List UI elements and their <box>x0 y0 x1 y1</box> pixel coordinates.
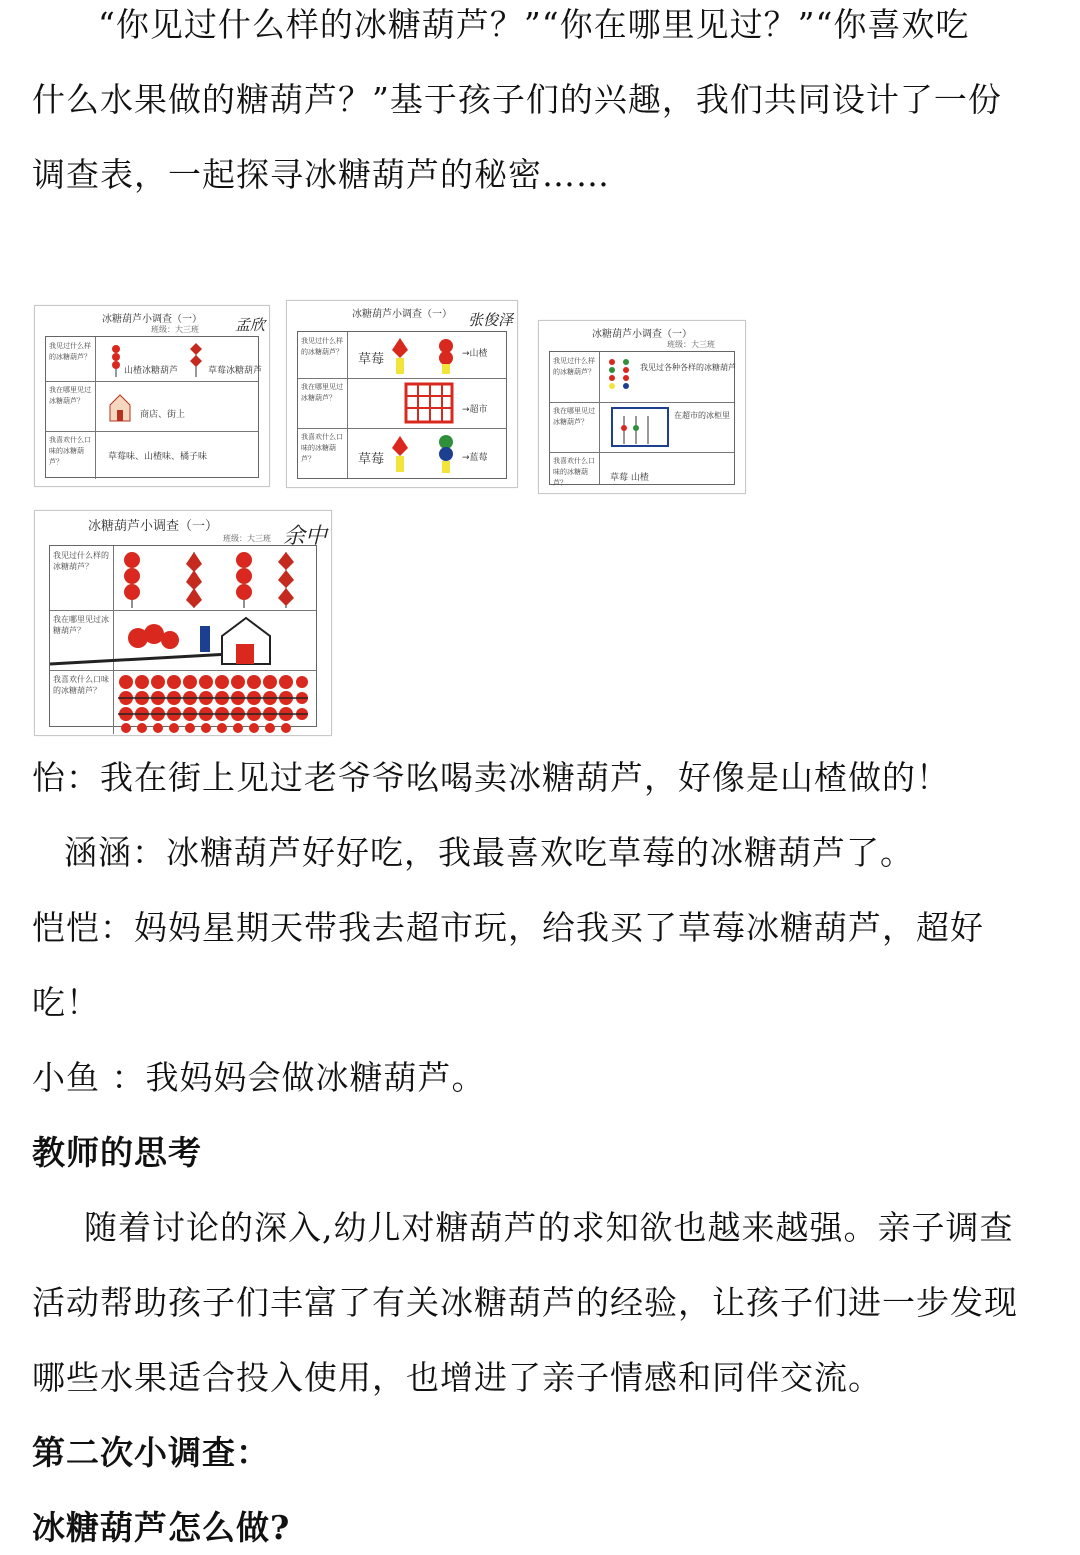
survey-note: 草莓 <box>358 452 385 467</box>
survey-question: 我见过什么样的冰糖葫芦？ <box>298 332 348 378</box>
survey-question: 我在哪里见过冰糖葫芦？ <box>46 381 96 431</box>
shop-drawing <box>108 393 132 423</box>
survey-title: 冰糖葫芦小调查（一） <box>592 329 692 340</box>
survey-title: 冰糖葫芦小调查（一） <box>102 314 202 325</box>
survey-question: 我见过什么样的冰糖葫芦？ <box>46 337 96 381</box>
street-vendor-drawing <box>50 614 318 672</box>
survey-table <box>297 331 507 479</box>
survey-child-name: 余中 <box>282 524 327 549</box>
survey-question: 我见过什么样的冰糖葫芦？ <box>50 546 114 610</box>
dialogue-line-1: 怡：我在街上见过老爷爷吆喝卖冰糖葫芦，好像是山楂做的！ <box>32 758 950 797</box>
survey-note: 草莓冰糖葫芦 <box>208 366 263 376</box>
survey-image-1 <box>34 305 270 487</box>
survey-table <box>49 545 317 727</box>
survey-question: 我在哪里见过冰糖葫芦？ <box>298 378 348 428</box>
blueberry-haws-drawing <box>434 432 458 476</box>
question-heading: 冰糖葫芦怎么做? <box>32 1508 291 1547</box>
survey-title: 冰糖葫芦小调查（一） <box>87 519 218 534</box>
survey-child-name: 张俊泽 <box>467 311 513 329</box>
survey-image-3 <box>538 320 746 494</box>
strawberry-haws-drawing <box>388 434 412 474</box>
survey-note: 我见过各种各样的冰糖葫芦 <box>640 363 736 372</box>
teacher-paragraph-line-2: 活动帮助孩子们丰富了有关冰糖葫芦的经验，让孩子们进一步发现 <box>32 1283 1018 1322</box>
fridge-drawing <box>610 406 670 448</box>
survey-child-name: 孟欣 <box>234 316 265 334</box>
hawthorn-haws-drawing <box>434 336 458 376</box>
teacher-paragraph-line-1: 随着讨论的深入,幼儿对糖葫芦的求知欲也越来越强。亲子调查 <box>84 1208 1014 1247</box>
candied-haws-drawing <box>606 356 636 398</box>
dialogue-line-4: 吃！ <box>32 983 100 1022</box>
survey-note: 草莓 山楂 <box>610 473 649 483</box>
survey-note: →蓝莓 <box>462 453 488 463</box>
survey-note: →山楂 <box>462 349 488 359</box>
survey-question: 我见过什么样的冰糖葫芦？ <box>550 352 600 402</box>
survey-note: →超市 <box>462 405 488 415</box>
intro-line-2: 什么水果做的糖葫芦？”基于孩子们的兴趣，我们共同设计了一份 <box>32 80 1002 119</box>
survey-note: 山楂冰糖葫芦 <box>124 366 179 376</box>
strawberry-haws-drawing <box>388 336 412 376</box>
survey-class: 班级：大三班 <box>151 325 199 334</box>
survey-question: 我喜欢什么口味的冰糖葫芦？ <box>550 452 600 484</box>
survey-question: 我喜欢什么口味的冰糖葫芦？ <box>46 431 96 479</box>
survey-class: 班级：大三班 <box>223 534 271 543</box>
survey-note: 在超市的冰柜里 <box>674 411 730 420</box>
teacher-paragraph-line-3: 哪些水果适合投入使用，也增进了亲子情感和同伴交流。 <box>32 1358 882 1397</box>
survey-table <box>45 336 263 478</box>
dialogue-line-2: 涵涵：冰糖葫芦好好吃，我最喜欢吃草莓的冰糖葫芦了。 <box>64 833 914 872</box>
survey-note: 草莓 <box>358 352 385 367</box>
survey-image-2 <box>286 300 518 488</box>
candied-haws-drawing <box>118 550 308 610</box>
teacher-heading: 教师的思考 <box>32 1133 202 1172</box>
survey-note: 草莓味、山楂味、橘子味 <box>108 452 208 462</box>
intro-line-1: “你见过什么样的冰糖葫芦？”“你在哪里见过？”“你喜欢吃 <box>98 5 970 44</box>
dialogue-line-3: 恺恺：妈妈星期天带我去超市玩，给我买了草莓冰糖葫芦，超好 <box>32 908 984 947</box>
survey-note: 商店、街上 <box>140 410 186 420</box>
survey-question: 我喜欢什么口味的冰糖葫芦？ <box>50 670 114 734</box>
intro-line-3: 调查表，一起探寻冰糖葫芦的秘密…… <box>32 155 610 194</box>
supermarket-drawing <box>404 380 454 424</box>
survey-class: 班级：大三班 <box>667 340 715 349</box>
second-survey-heading: 第二次小调查： <box>32 1433 270 1472</box>
strawberry-haws-drawing <box>186 341 206 379</box>
survey-question: 我喜欢什么口味的冰糖葫芦？ <box>298 428 348 478</box>
survey-table <box>549 351 735 485</box>
survey-image-4 <box>34 510 332 736</box>
favorite-haws-drawing <box>118 674 308 732</box>
survey-question: 我在哪里见过冰糖葫芦？ <box>550 402 600 452</box>
survey-question: 我在哪里见过冰糖葫芦？ <box>50 610 114 670</box>
dialogue-line-5: 小鱼 ：我妈妈会做冰糖葫芦。 <box>32 1058 486 1097</box>
survey-title: 冰糖葫芦小调查（一） <box>352 309 452 320</box>
